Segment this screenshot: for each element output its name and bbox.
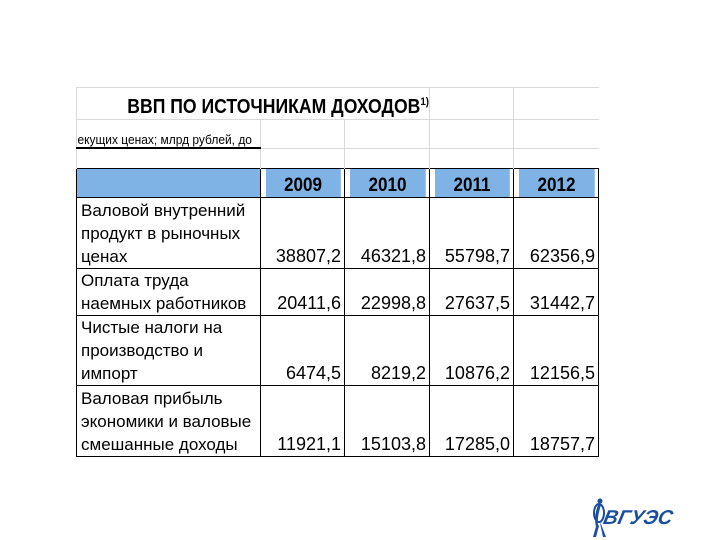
cell-value: 55798,7 [430,198,514,269]
cell-value: 20411,6 [261,269,345,316]
table-title-text: ВВП ПО ИСТОЧНИКАМ ДОХОДОВ [127,96,421,118]
table-title [119,96,429,119]
cell-value: 22998,8 [345,269,430,316]
year-header: 2011 [434,169,510,198]
cell-value: 38807,2 [261,198,345,269]
title-row [77,88,599,120]
header-corner [77,169,261,198]
year-header: 2010 [349,169,426,198]
logo-text: ВГУЭС [601,507,675,529]
cell-value: 17285,0 [430,386,514,457]
year-header-row [77,169,599,198]
row-label: Валовой внутренний продукт в рыночных ценах [77,198,261,269]
cell-value: 27637,5 [430,269,514,316]
cell-value: 31442,7 [514,269,599,316]
table-row [77,386,599,457]
table-subtitle: екущих ценах; млрд рублей, до [77,120,246,149]
cell-value: 6474,5 [261,316,345,386]
year-header: 2012 [518,169,595,198]
cell-value: 12156,5 [514,316,599,386]
row-label: Оплата труда наемных работников [77,269,261,316]
table-row [77,269,599,316]
subtitle-row [77,120,599,149]
table-row [77,198,599,269]
cell-value: 15103,8 [345,386,430,457]
cell-value: 62356,9 [514,198,599,269]
row-label: Валовая прибыль экономики и валовые смешанные доходы [77,386,261,457]
cell-value: 11921,1 [261,386,345,457]
spacer-row [77,148,599,169]
gdp-table [76,87,599,457]
year-header: 2009 [265,169,341,198]
table-row [77,316,599,386]
row-label: Чистые налоги на производство и импорт [77,316,261,386]
cell-value: 18757,7 [514,386,599,457]
cell-value: 10876,2 [430,316,514,386]
cell-value: 8219,2 [345,316,430,386]
table-title-footnote: 1) [420,96,429,108]
university-logo-icon [585,493,675,539]
cell-value: 46321,8 [345,198,430,269]
